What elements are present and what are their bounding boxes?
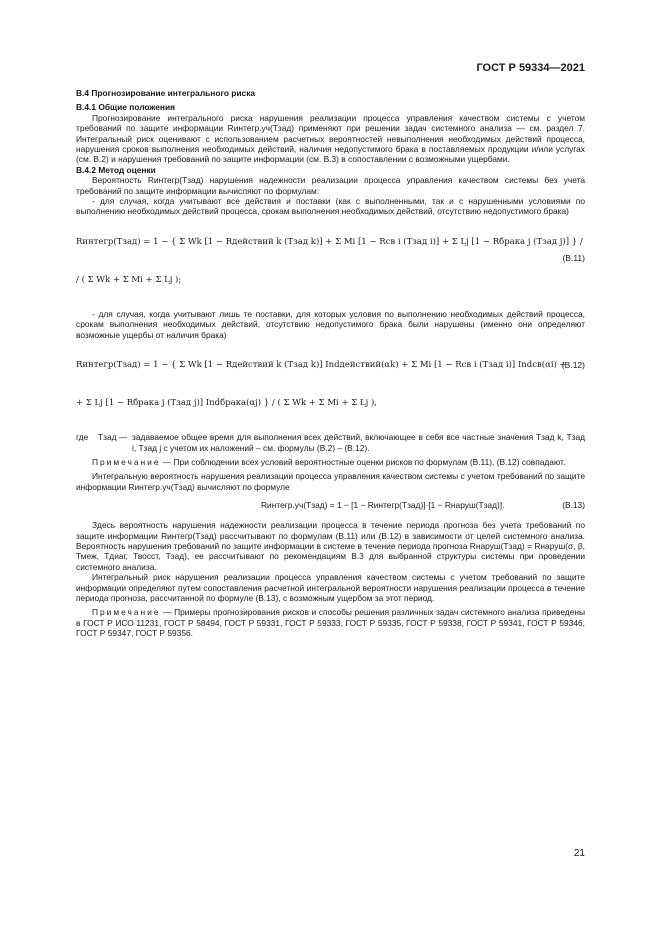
note-2 — [76, 607, 585, 638]
formula-b11-number: (В.11) — [562, 252, 585, 263]
paragraph-case-violated: - для случая, когда учитывают лишь те поставки, для которых условия по выполнению необходимых действий процесса, срокам выполнения необходимых действий, отсутствию недопустимого брака были нарушены (именно они определяют возможные ущербы от наличия брака) — [76, 308, 585, 340]
paragraph-explanation: Здесь вероятность нарушения надежности реализации процесса в течение периода прогноза без учета требований по защите информации Rинтегр(Тзад) рассчитывают по формулам (В.11) или (В.12) в зависимости от целей системного анализа. Вероятность нарушения требований по защите информации в системе в течение периода прогноза Rнаруш(Тзад) = Rнаруш(σ, β, Тмеж, Тдиаг, Твосст, Тзад), ее рассчитывают по рекомендациям В.3 для выбранной структуры системы при проведении системного анализа. — [76, 520, 585, 572]
note-1-label: Примечание — [92, 456, 161, 467]
formula-b11 — [76, 223, 585, 305]
note-1 — [76, 457, 585, 467]
formula-b13-expression: Rинтегр.уч(Тзад) = 1 − [1 − Rинтегр(Тзад)]·[1 − Rнаруш(Тзад)]. — [261, 500, 505, 511]
note-1-text: — При соблюдении всех условий вероятностные оценки рисков по формулам (В.11), (В.12) совпадают. — [160, 456, 566, 467]
paragraph-case-all: - для случая, когда учитывают все действия и поставки (как с выполненными, так и с нарушенными условиями по выполнению необходимых действий процесса, срокам выполнения необходимых действий, отсутствию недопустимого брака) — [76, 196, 585, 217]
note-2-text: — Примеры прогнозирования рисков и способы решения различных задач системного анализа приведены в ГОСТ Р ИСО 11231, ГОСТ Р 58494, ГОСТ Р 59331, ГОСТ Р 59333, ГОСТ Р 59335, ГОСТ Р 59338, ГОСТ Р 59341, ГОСТ Р 59346, ГОСТ Р 59347, ГОСТ Р 59356. — [76, 607, 585, 639]
paragraph-integral-probability: Интегральную вероятность нарушения реализации процесса управления качеством системы с учетом требований по защите информации Rинтегр.уч(Тзад) вычисляют по формуле — [76, 471, 585, 492]
page-content — [76, 88, 585, 639]
formula-b12-line1: Rинтегр(Тзад) = 1 − { Σ Wk [1 − Rдействий k (Тзад k)] Indдействий(αk) + Σ Mi [1 − Rсв i (Тзад i)] Indсв(αi) + — [76, 360, 567, 371]
page-number: 21 — [573, 848, 585, 859]
paragraph-method-intro: Вероятность Rинтегр(Тзад) нарушения надежности реализации процесса управления качеством системы без учета требований по защите информации вычисляют по формулам: — [76, 175, 585, 196]
section-title: В.4 Прогнозирование интегрального риска — [76, 88, 256, 98]
formula-b11-line2: / ( Σ Wk + Σ Mi + Σ Lj ); — [76, 274, 182, 285]
subsection-title-method: В.4.2 Метод оценки — [76, 164, 156, 175]
formula-b11-line1: Rинтегр(Тзад) = 1 − { Σ Wk [1 − Rдействий k (Тзад k)] + Σ Mi [1 − Rсв i (Тзад i)] + Σ Lj [1 − Rбрака j (Тзад j)] } / — [76, 236, 583, 247]
subsection-title-general: В.4.1 Общие положения — [76, 102, 175, 113]
where-symbol: Тзад — — [98, 432, 128, 443]
where-text: задаваемое общее время для выполнения всех действий, включающее в себя все частные значения Тзад k, Тзад i, Тзад j с учетом их наложений – см. формулы (В.2) – (В.12). — [132, 432, 585, 453]
document-id: ГОСТ Р 59334—2021 — [476, 62, 585, 74]
formula-b12 — [76, 346, 585, 428]
formula-b13 — [76, 496, 585, 514]
where-label: где — [76, 432, 89, 443]
formula-b13-number: (В.13) — [562, 500, 585, 511]
where-clause — [76, 432, 585, 453]
formula-b12-number: (В.12) — [561, 360, 585, 371]
paragraph-integral-risk: Интегральный риск нарушения реализации процесса управления качеством системы с учетом требований по защите информации определяют путем сопоставления расчетной интегральной вероятности нарушения реализации процесса в течение периода прогноза, рассчитанной по формуле (В.13), с возможным ущербом за этот период. — [76, 572, 585, 603]
note-2-label: Примечание — [92, 607, 161, 618]
formula-b12-line2: + Σ Lj [1 − Rбрака j (Тзад j)] Indбрака(αj) } / ( Σ Wk + Σ Mi + Σ Lj ), — [76, 398, 377, 409]
paragraph-general: Прогнозирование интегрального риска нарушения реализации процесса управления качеством системы с учетом требований по защите информации Rинтегр.уч(Тзад) применяют при решении задач системного анализа — см. раздел 7. Интегральный риск оценивают с использованием расчетных вероятностей невыполнения необходимых действий процесса, нарушения сроков выполнения необходимых действий, наличия недопустимого брака в поставляемых продукции и/или услугах (см. В.2) и нарушения требований по защите информации (см. В.3) в сопоставлении с возможными ущербами. — [76, 112, 585, 165]
